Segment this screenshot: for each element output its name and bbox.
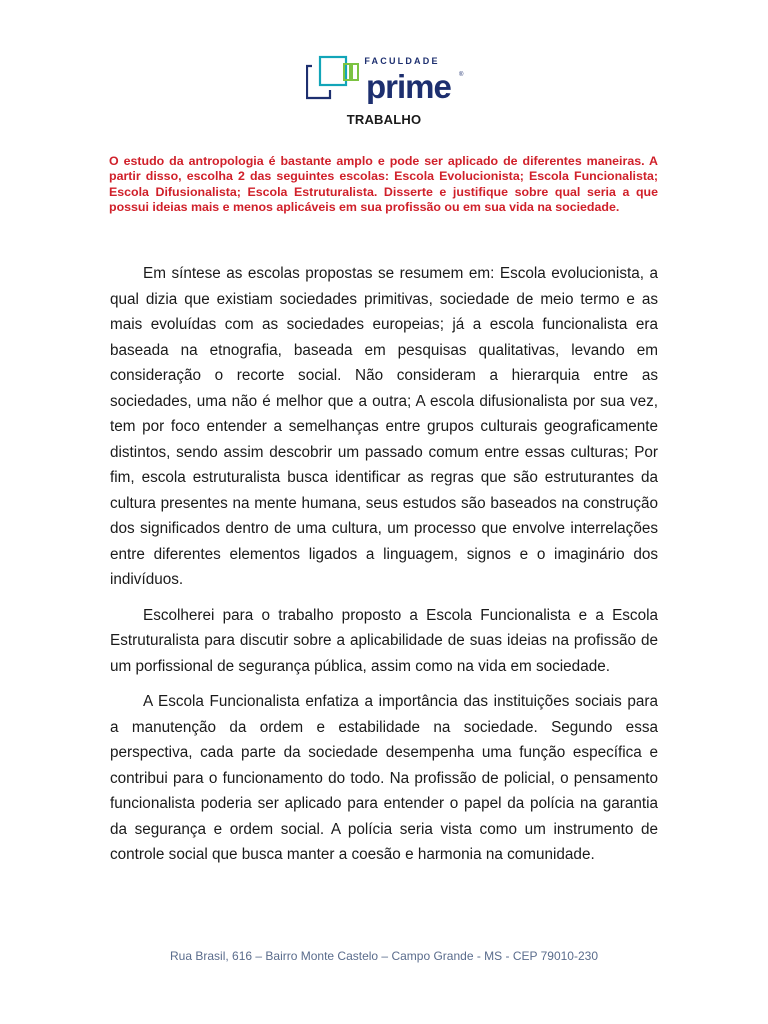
logo-graphic <box>306 52 468 104</box>
logo-teal-square <box>320 57 346 85</box>
essay-body <box>110 261 658 878</box>
logo-big-text: prime <box>366 68 451 104</box>
essay-paragraph-1: Em síntese as escolas propostas se resumem em: Escola evolucionista, a qual dizia que existiam sociedades primitivas, sociedade de meio termo e as mais evoluídas com as sociedades europeias; já a escola funcionalista era baseada na etnografia, baseada em pesquisas qualitativas, levando em consideração o recorte social. Não consideram a hierarquia entre as sociedades, uma não é melhor que a outra; A escola difusionalista por sua vez, tem por foco entender a semelhanças entre grupos culturais geograficamente distintos, sendo assim descobrir um passado comum entre essas culturas; Por fim, escola estruturalista busca identificar as regras que são estruturantes da cultura presentes na mente humana, seus estudos são baseados na construção dos significados dentro de uma cultura, um processo que envolve interrelações entre diferentes elementos ligados a linguagem, signos e o imaginário dos indivíduos. <box>110 265 658 588</box>
essay-paragraph-2: Escolherei para o trabalho proposto a Escola Funcionalista e a Escola Estruturalista para discutir sobre a aplicabilidade de suas ideias na profissão de um porfissional de segurança pública, assim como na vida em sociedade. <box>110 606 658 675</box>
page-footer-address: Rua Brasil, 616 – Bairro Monte Castelo – Campo Grande - MS - CEP 79010-230 <box>170 949 598 963</box>
logo-small-text: FACULDADE <box>364 56 440 66</box>
logo-green-bar-2 <box>352 64 358 80</box>
logo-navy-bracket <box>307 66 330 98</box>
essay-paragraph-3: A Escola Funcionalista enfatiza a importância das instituições sociais para a manutenção da ordem e estabilidade na sociedade. Segundo essa perspectiva, cada parte da sociedade desempenha uma função específica e contribui para o funcionamento do todo. Na profissão de policial, o pensamento funcionalista poderia ser aplicado para entender o papel da polícia na garantia da segurança e ordem social. A polícia seria vista como um instrumento de controle social que busca manter a coesão e harmonia na comunidade. <box>110 693 658 863</box>
document-title: TRABALHO <box>346 112 422 127</box>
faculdade-prime-logo <box>306 52 468 104</box>
assignment-prompt: O estudo da antropologia é bastante amplo e pode ser aplicado de diferentes maneiras. A partir disso, escolha 2 das seguintes escolas: Escola Evolucionista; Escola Funcionalista; Escola Difusionalista; Escola Estruturalista. Disserte e justifique sobre qual seria a que possui ideias mais e menos aplicáveis em sua profissão ou em sua vida na sociedade. <box>109 154 658 215</box>
logo-registered-mark: ® <box>459 72 464 78</box>
